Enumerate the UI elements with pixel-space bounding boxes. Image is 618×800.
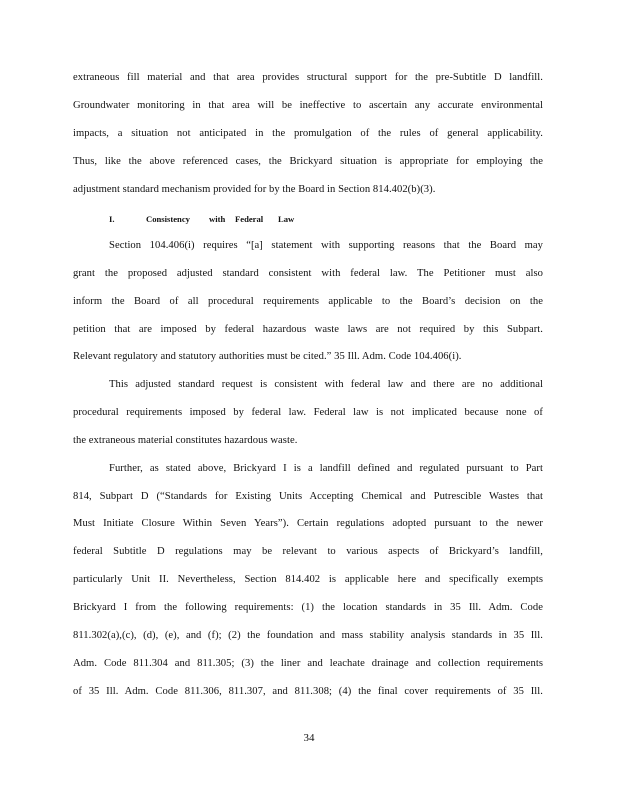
heading-number: I. <box>109 214 115 224</box>
section-heading <box>109 213 294 225</box>
text-line: Relevant regulatory and statutory authorities must be cited.” 35 Ill. Adm. Code 104.406(i). <box>73 351 462 362</box>
text-line: inform the Board of all procedural requirements applicable to the Board’s decision on the <box>73 296 543 307</box>
text-line: Adm. Code 811.304 and 811.305; (3) the liner and leachate drainage and collection requirements <box>73 658 543 669</box>
text-line: of 35 Ill. Adm. Code 811.306, 811.307, and 811.308; (4) the final cover requirements of 35 Ill. <box>73 686 543 697</box>
text-line: Thus, like the above referenced cases, the Brickyard situation is appropriate for employing the <box>73 156 543 167</box>
text-line: 811.302(a),(c), (d), (e), and (f); (2) the foundation and mass stability analysis standards in 35 Ill. <box>73 630 543 641</box>
heading-word: Consistency <box>146 214 190 224</box>
text-line: procedural requirements imposed by federal law. Federal law is not implicated because none of <box>73 407 543 418</box>
text-line: impacts, a situation not anticipated in the promulgation of the rules of general applicability. <box>73 128 543 139</box>
text-line: Brickyard I from the following requirements: (1) the location standards in 35 Ill. Adm. Code <box>73 602 543 613</box>
text-line: adjustment standard mechanism provided for by the Board in Section 814.402(b)(3). <box>73 184 436 195</box>
text-line: petition that are imposed by federal hazardous waste laws are not required by this Subpart. <box>73 324 543 335</box>
text-line: Groundwater monitoring in that area will be ineffective to ascertain any accurate environmental <box>73 100 543 111</box>
text-line: federal Subtitle D regulations may be relevant to various aspects of Brickyard’s landfill, <box>73 546 543 557</box>
text-line: 814, Subpart D (“Standards for Existing Units Accepting Chemical and Putrescible Wastes that <box>73 491 543 502</box>
text-line: the extraneous material constitutes hazardous waste. <box>73 435 298 446</box>
heading-word: with <box>209 214 226 224</box>
text-line: Section 104.406(i) requires “[a] statement with supporting reasons that the Board may <box>109 240 543 251</box>
text-line: extraneous fill material and that area provides structural support for the pre-Subtitle D landfill. <box>73 72 543 83</box>
text-line: particularly Unit II. Nevertheless, Section 814.402 is applicable here and specifically exempts <box>73 574 543 585</box>
text-line: Further, as stated above, Brickyard I is a landfill defined and regulated pursuant to Part <box>109 463 543 474</box>
text-line: This adjusted standard request is consistent with federal law and there are no additional <box>109 379 543 390</box>
text-line: Must Initiate Closure Within Seven Years”). Certain regulations adopted pursuant to the newer <box>73 518 543 529</box>
page-number: 34 <box>303 732 315 744</box>
heading-word: Law <box>278 214 295 224</box>
text-line: grant the proposed adjusted standard consistent with federal law. The Petitioner must also <box>73 268 543 279</box>
heading-word: Federal <box>235 214 264 224</box>
